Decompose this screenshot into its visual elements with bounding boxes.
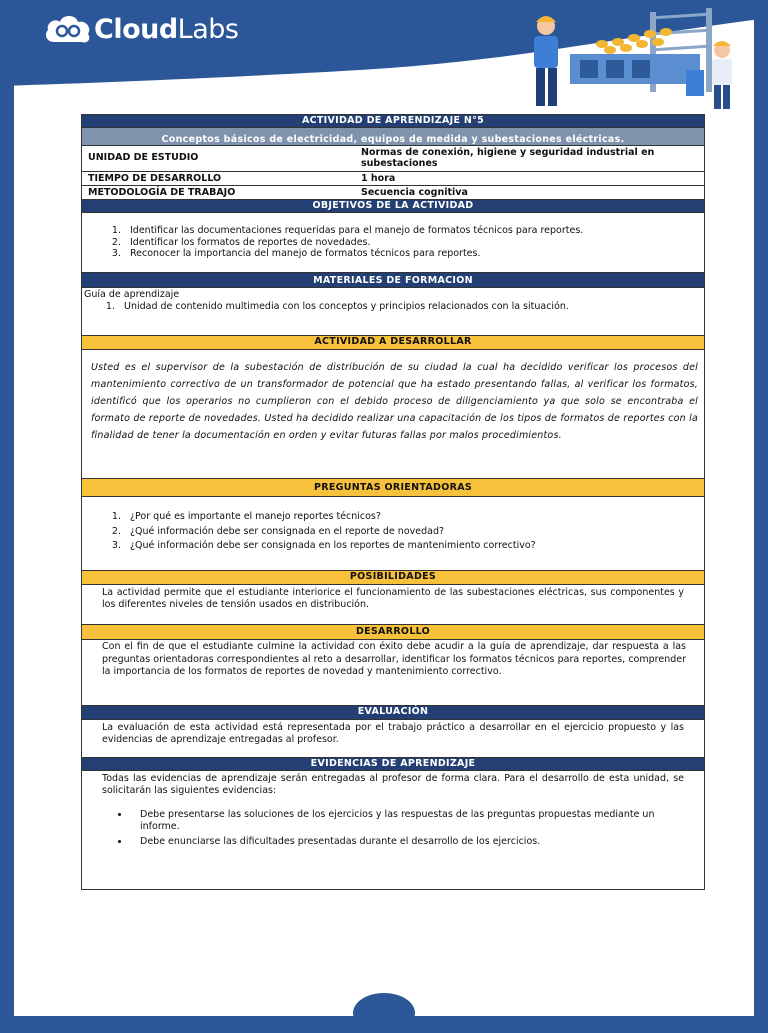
evidencias-heading: EVIDENCIAS DE APRENDIZAJE <box>82 758 704 771</box>
preguntas-list <box>82 510 704 554</box>
actividad-heading: ACTIVIDAD A DESARROLLAR <box>82 336 704 350</box>
info-value: Normas de conexión, higiene y seguridad industrial en subestaciones <box>361 147 655 169</box>
evidencias-list <box>102 809 684 848</box>
posibilidades-text: La actividad permite que el estudiante interiorice el funcionamiento de las subestaciones eléctricas, sus componentes y los diferentes niveles de tensión usados en distribución. <box>82 585 704 625</box>
activity-subtitle: Conceptos básicos de electricidad, equipos de medida y subestaciones eléctricas. <box>82 128 704 146</box>
info-label: METODOLOGÍA DE TRABAJO <box>88 187 236 198</box>
objetivos-heading: OBJETIVOS DE LA ACTIVIDAD <box>82 200 704 213</box>
info-value: 1 hora <box>361 173 396 184</box>
list-item: 3. ¿Qué información debe ser consignada en los reportes de mantenimiento correctivo? <box>124 539 704 554</box>
list-item: 1. Identificar las documentaciones requeridas para el manejo de formatos técnicos para reportes. <box>124 225 704 237</box>
materiales-list <box>82 301 704 313</box>
list-item: • Debe presentarse las soluciones de los ejercicios y las respuestas de las preguntas propuestas mediante un informe. <box>130 809 684 832</box>
list-item: • Debe enunciarse las dificultades presentadas durante el desarrollo de los ejercicios. <box>130 836 684 848</box>
list-item: 2. Identificar los formatos de reportes de novedades. <box>124 237 704 249</box>
evaluacion-heading: EVALUACIÓN <box>82 706 704 720</box>
cloudlabs-logo <box>42 12 238 46</box>
materiales-heading: MATERIALES DE FORMACION <box>82 273 704 288</box>
activity-table <box>81 114 705 890</box>
materiales-section <box>82 288 704 336</box>
objetivos-list <box>82 225 704 260</box>
cloud-logo-icon <box>42 12 94 46</box>
info-row-metodologia <box>82 186 704 200</box>
list-item: 3. Reconocer la importancia del manejo de formatos técnicos para reportes. <box>124 248 704 260</box>
footer-page-tab <box>353 993 415 1033</box>
evidencias-intro: Todas las evidencias de aprendizaje serán entregadas al profesor de forma clara. Para el desarrollo de esta unidad, se solicitarán las siguientes evidencias: <box>102 773 684 796</box>
info-label: TIEMPO DE DESARROLLO <box>88 173 222 184</box>
list-item: 1. Unidad de contenido multimedia con los conceptos y principios relacionados con la situación. <box>118 301 704 313</box>
list-item: 2. ¿Qué información debe ser consignada en el reporte de novedad? <box>124 525 704 540</box>
evidencias-section <box>82 771 704 889</box>
activity-title: ACTIVIDAD DE APRENDIZAJE N°5 <box>82 115 704 128</box>
preguntas-section <box>82 497 704 571</box>
info-label: UNIDAD DE ESTUDIO <box>88 152 199 163</box>
actividad-text: Usted es el supervisor de la subestación de distribución de su ciudad la cual ha decidido verificar los procesos del mantenimiento correctivo de un transformador de potencial que ha estado presentando fallas, al verificar los formatos, identificó que los operarios no cumplieron con el debido proceso de diligenciamiento ya que solo se encontraba el formato de reporte de novedades. Usted ha decidido realizar una capacitación de los tipos de formatos de reportes con la finalidad de tener la documentación en orden y evitar futuras fallas por malos procedimientos. <box>82 350 704 479</box>
workers-illustration <box>510 4 760 112</box>
desarrollo-text: Con el fin de que el estudiante culmine la actividad con éxito debe acudir a la guía de aprendizaje, dar respuesta a las preguntas orientadoras correspondientes al reto a desarrollar, identificar los formatos técnicos para reportes, comprender la importancia de los formatos de reportes de novedad y mantenimiento correctivo. <box>82 640 704 706</box>
desarrollo-heading: DESARROLLO <box>82 625 704 640</box>
list-item: 1. ¿Por qué es importante el manejo reportes técnicos? <box>124 510 704 525</box>
objetivos-section <box>82 213 704 273</box>
info-value: Secuencia cognitiva <box>361 187 468 198</box>
logo-cloud: Cloud <box>94 13 178 45</box>
materiales-intro: Guía de aprendizaje <box>84 289 180 300</box>
preguntas-heading: PREGUNTAS ORIENTADORAS <box>82 479 704 497</box>
info-row-unidad <box>82 146 704 172</box>
posibilidades-heading: POSIBILIDADES <box>82 571 704 585</box>
info-row-tiempo <box>82 172 704 186</box>
logo-text <box>94 14 238 45</box>
evaluacion-text: La evaluación de esta actividad está representada por el trabajo práctico a desarrollar en el ejercicio propuesto y las evidencias de aprendizaje entregadas al profesor. <box>82 720 704 758</box>
logo-labs: Labs <box>177 13 239 45</box>
